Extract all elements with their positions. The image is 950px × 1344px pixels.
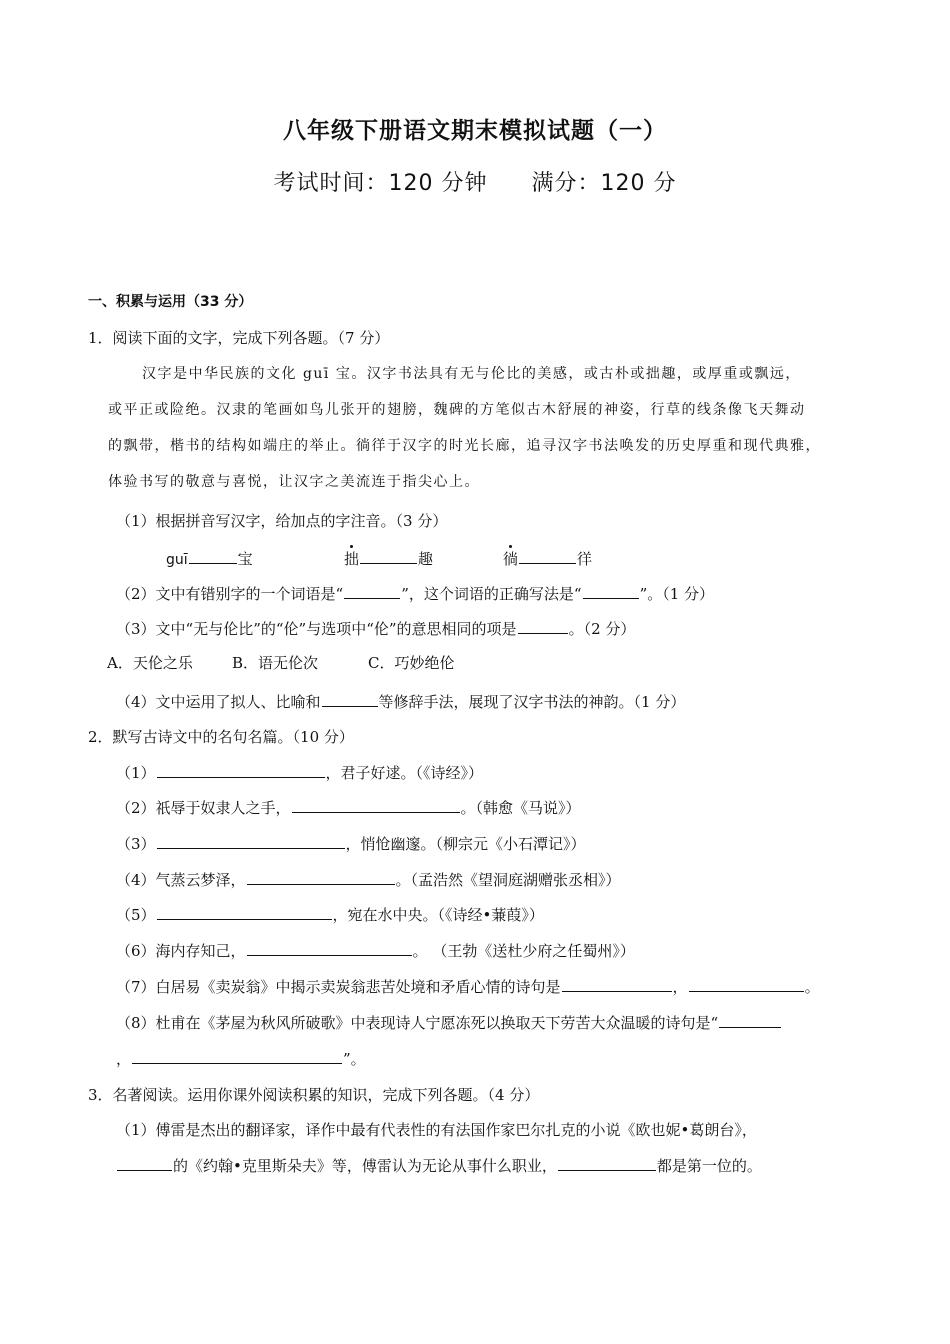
q1-sub1-item-c: 徜 徉	[503, 550, 593, 568]
q2-item-8-line1: （8）杜甫在《茅屋为秋风所破歌》中表现诗人宁愿冻死以换取天下劳苦大众温暖的诗句是“	[116, 1012, 782, 1033]
answer-blank[interactable]	[117, 1155, 172, 1171]
answer-blank[interactable]	[247, 940, 412, 956]
q2-item-1: （1） ，君子好逑。（《诗经》）	[116, 764, 484, 782]
dotted-char: 徜	[503, 550, 519, 568]
q1-option-c: C．巧妙绝伦	[368, 654, 455, 672]
q3-sub1-line2: 的《约翰•克里斯朵夫》等，傅雷认为无论从事什么职业， 都是第一位的。	[116, 1155, 762, 1176]
q2-item-8-line2: ， ”。	[116, 1050, 366, 1068]
answer-blank[interactable]	[344, 583, 400, 599]
answer-blank[interactable]	[322, 691, 378, 707]
answer-blank[interactable]	[189, 548, 237, 564]
answer-blank[interactable]	[562, 976, 672, 992]
q1-sub4: （4）文中运用了拟人、比喻和 等修辞手法，展现了汉字书法的神韵。（1 分）	[116, 693, 686, 711]
q1-sub1-prompt: （1）根据拼音写汉字，给加点的字注音。（3 分）	[116, 512, 448, 530]
exam-full-score: 满分：120 分	[531, 171, 677, 196]
exam-time: 考试时间：120 分钟	[273, 171, 488, 196]
q2-item-6: （6）海内存知己， 。 （王勃《送杜少府之任蜀州》）	[116, 942, 635, 960]
answer-blank[interactable]	[292, 797, 460, 813]
answer-blank[interactable]	[689, 976, 804, 992]
q3-sub1-line1: （1）傅雷是杰出的翻译家，译作中最有代表性的有法国作家巴尔扎克的小说《欧也妮•葛朗台》，	[116, 1121, 757, 1139]
q2-item-4: （4）气蒸云梦泽， 。（孟浩然《望洞庭湖赠张丞相》）	[116, 871, 621, 889]
answer-blank[interactable]	[583, 583, 639, 599]
q2-item-5: （5） ，宛在水中央。（《诗经•蒹葭》）	[116, 906, 544, 924]
q1-sub1-item-b: 拙 趣	[344, 550, 434, 568]
question-2-stem: 2．默写古诗文中的名句名篇。（10 分）	[88, 728, 354, 746]
answer-blank[interactable]	[132, 1048, 342, 1064]
question-1-stem: 1．阅读下面的文字，完成下列各题。（7 分）	[88, 329, 390, 347]
answer-blank[interactable]	[719, 1012, 781, 1028]
question-3-stem: 3．名著阅读。运用你课外阅读积累的知识，完成下列各题。（4 分）	[88, 1086, 540, 1104]
q1-sub1-item-a: guī 宝	[166, 550, 253, 568]
pinyin-text: guī	[166, 552, 188, 568]
answer-blank[interactable]	[157, 833, 345, 849]
page-title: 八年级下册语文期末模拟试题（一）	[283, 118, 667, 144]
exam-info	[0, 166, 950, 197]
q1-sub2: （2）文中有错别字的一个词语是“ ”，这个词语的正确写法是“ ”。（1 分）	[116, 585, 715, 603]
q1-sub3: （3）文中“无与伦比”的“伦”与选项中“伦”的意思相同的项是 。（2 分）	[116, 620, 636, 638]
passage-line-3: 的飘带，楷书的结构如端庄的举止。徜徉于汉字的时光长廊，追寻汉字书法唤发的历史厚重和现代典雅，	[108, 438, 821, 454]
q1-option-a: A．天伦之乐	[107, 654, 193, 672]
q2-item-3: （3） ，悄怆幽邃。（柳宗元《小石潭记》）	[116, 835, 586, 853]
answer-blank[interactable]	[157, 762, 325, 778]
dotted-char: 拙	[344, 550, 360, 568]
answer-blank[interactable]	[519, 548, 576, 564]
section-heading: 一、积累与运用（33 分）	[88, 294, 253, 310]
answer-blank[interactable]	[247, 869, 395, 885]
q2-item-2: （2）祇辱于奴隶人之手， 。（韩愈《马说》）	[116, 799, 581, 817]
passage-line-1: 汉字是中华民族的文化 guī 宝。汉字书法具有无与伦比的美感，或古朴或拙趣，或厚重或飘远，	[142, 366, 801, 382]
passage-line-2: 或平正或险绝。汉隶的笔画如鸟儿张开的翅膀，魏碑的方笔似古木舒展的神姿，行草的线条像飞天舞动	[108, 402, 806, 418]
q2-item-7: （7）白居易《卖炭翁》中揭示卖炭翁悲苦处境和矛盾心情的诗句是 ， 。	[116, 978, 820, 996]
answer-blank[interactable]	[360, 548, 417, 564]
answer-blank[interactable]	[558, 1155, 656, 1171]
passage-line-4: 体验书写的敬意与喜悦，让汉字之美流连于指尖心上。	[108, 474, 480, 490]
answer-blank[interactable]	[518, 618, 568, 634]
q1-option-b: B．语无伦次	[232, 654, 319, 672]
answer-blank[interactable]	[157, 904, 332, 920]
